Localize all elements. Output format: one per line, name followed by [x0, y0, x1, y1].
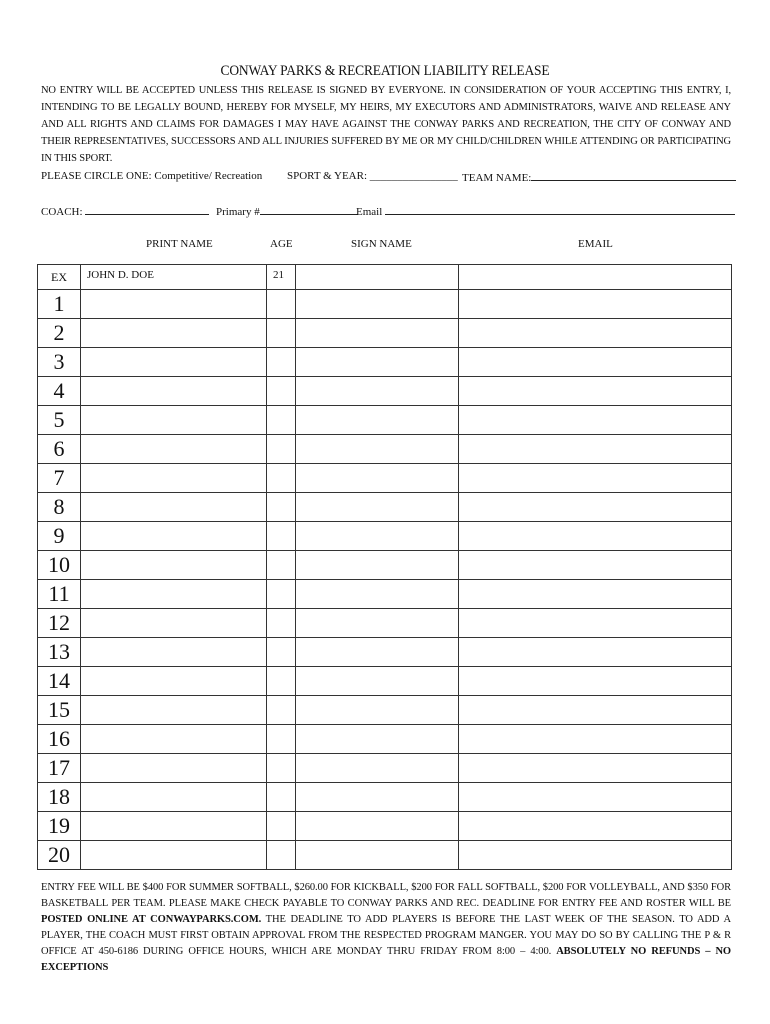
- email-cell[interactable]: [459, 609, 732, 638]
- example-sign: [296, 265, 459, 290]
- age-cell[interactable]: [267, 290, 296, 319]
- age-cell[interactable]: [267, 609, 296, 638]
- print-name-cell[interactable]: [81, 522, 267, 551]
- age-cell[interactable]: [267, 638, 296, 667]
- age-cell[interactable]: [267, 319, 296, 348]
- competition-type-field[interactable]: PLEASE CIRCLE ONE: Competitive/ Recreation: [41, 170, 263, 182]
- deadline-text: THE DEADLINE TO ADD PLAYERS IS BEFORE THE LAST WEEK OF THE SEASON. TO ADD A PLAYER, THE COACH MUST FIRST OBTAIN APPROVAL FROM THE RESPECTED PROGRAM MANGER. YOU MAY DO SO BY CALLING THE P & R OFFICE AT 450-6186 DURING OFFICE HOURS, WHICH ARE MONDAY THRU FRIDAY FROM 8:00 – 4:00.: [41, 914, 731, 957]
- print-name-cell[interactable]: [81, 551, 267, 580]
- no-refunds-text: ABSOLUTELY NO REFUNDS – NO EXCEPTIONS: [41, 946, 731, 973]
- posted-online-text: POSTED ONLINE AT CONWAYPARKS.COM.: [41, 914, 262, 925]
- roster-table: [37, 264, 732, 870]
- age-cell[interactable]: [267, 522, 296, 551]
- team-name-input[interactable]: [531, 170, 736, 181]
- age-cell[interactable]: [267, 580, 296, 609]
- email-cell[interactable]: [459, 841, 732, 870]
- print-name-cell[interactable]: [81, 696, 267, 725]
- print-name-cell[interactable]: [81, 841, 267, 870]
- row-number: 14: [38, 667, 81, 696]
- table-row: [38, 725, 732, 754]
- row-number: 8: [38, 493, 81, 522]
- email-cell[interactable]: [459, 638, 732, 667]
- print-name-header: PRINT NAME: [146, 238, 213, 250]
- email-cell[interactable]: [459, 580, 732, 609]
- example-name: JOHN D. DOE: [81, 265, 267, 290]
- email-cell[interactable]: [459, 464, 732, 493]
- row-number: 4: [38, 377, 81, 406]
- table-row: [38, 696, 732, 725]
- print-name-cell[interactable]: [81, 493, 267, 522]
- example-age: 21: [267, 265, 296, 290]
- sport-year-label: SPORT & YEAR:: [287, 170, 370, 182]
- table-row: [38, 435, 732, 464]
- sign-name-cell[interactable]: [296, 348, 459, 377]
- row-number: 12: [38, 609, 81, 638]
- table-row: [38, 551, 732, 580]
- row-number: 20: [38, 841, 81, 870]
- table-row: [38, 406, 732, 435]
- row-number: 9: [38, 522, 81, 551]
- age-cell[interactable]: [267, 783, 296, 812]
- email-cell[interactable]: [459, 812, 732, 841]
- sign-name-cell[interactable]: [296, 725, 459, 754]
- age-cell[interactable]: [267, 406, 296, 435]
- row-number: 19: [38, 812, 81, 841]
- primary-phone-label: Primary #: [216, 206, 260, 218]
- table-row: [38, 754, 732, 783]
- email-cell[interactable]: [459, 522, 732, 551]
- print-name-cell[interactable]: [81, 638, 267, 667]
- sign-name-cell[interactable]: [296, 406, 459, 435]
- row-number: 10: [38, 551, 81, 580]
- sign-name-cell[interactable]: [296, 783, 459, 812]
- sign-name-cell[interactable]: [296, 638, 459, 667]
- age-cell[interactable]: [267, 841, 296, 870]
- email-cell[interactable]: [459, 551, 732, 580]
- primary-phone-field[interactable]: [216, 204, 358, 218]
- table-row: [38, 290, 732, 319]
- age-cell[interactable]: [267, 377, 296, 406]
- sign-name-cell[interactable]: [296, 493, 459, 522]
- sign-name-header: SIGN NAME: [351, 238, 412, 250]
- sign-name-cell[interactable]: [296, 667, 459, 696]
- coach-input[interactable]: [85, 204, 209, 215]
- table-row: [38, 464, 732, 493]
- age-cell[interactable]: [267, 493, 296, 522]
- table-row: [38, 377, 732, 406]
- table-row: [38, 319, 732, 348]
- primary-phone-input[interactable]: [260, 204, 358, 215]
- email-cell[interactable]: [459, 319, 732, 348]
- email-cell[interactable]: [459, 725, 732, 754]
- sign-name-cell[interactable]: [296, 812, 459, 841]
- email-cell[interactable]: [459, 348, 732, 377]
- sign-name-cell[interactable]: [296, 290, 459, 319]
- team-name-field[interactable]: [462, 170, 736, 184]
- sport-year-field[interactable]: [287, 170, 458, 182]
- age-cell[interactable]: [267, 348, 296, 377]
- email-cell[interactable]: [459, 754, 732, 783]
- print-name-cell[interactable]: [81, 783, 267, 812]
- row-number: 1: [38, 290, 81, 319]
- fee-instructions: [41, 880, 731, 976]
- email-cell[interactable]: [459, 493, 732, 522]
- sport-year-value: ________________: [369, 170, 458, 182]
- email-cell[interactable]: [459, 696, 732, 725]
- table-row: [38, 783, 732, 812]
- table-row: [38, 348, 732, 377]
- table-row: [38, 841, 732, 870]
- email-input[interactable]: [385, 204, 735, 215]
- sign-name-cell[interactable]: [296, 841, 459, 870]
- row-number: 7: [38, 464, 81, 493]
- row-number: 18: [38, 783, 81, 812]
- print-name-cell[interactable]: [81, 348, 267, 377]
- age-cell[interactable]: [267, 464, 296, 493]
- row-number: 2: [38, 319, 81, 348]
- print-name-cell[interactable]: [81, 812, 267, 841]
- email-label: Email: [356, 206, 386, 218]
- sign-name-cell[interactable]: [296, 754, 459, 783]
- print-name-cell[interactable]: [81, 464, 267, 493]
- coach-label: COACH:: [41, 206, 86, 218]
- email-header: EMAIL: [578, 238, 613, 250]
- table-row: [38, 609, 732, 638]
- age-cell[interactable]: [267, 812, 296, 841]
- age-cell[interactable]: [267, 696, 296, 725]
- table-row: [38, 493, 732, 522]
- sign-name-cell[interactable]: [296, 377, 459, 406]
- table-row: [38, 812, 732, 841]
- row-number: 5: [38, 406, 81, 435]
- coach-field[interactable]: [41, 204, 209, 218]
- release-statement: NO ENTRY WILL BE ACCEPTED UNLESS THIS RELEASE IS SIGNED BY EVERYONE. IN CONSIDERATION OF YOUR ACCEPTING THIS ENTRY, I, INTENDING TO BE LEGALLY BOUND, HEREBY FOR MYSELF, MY HEIRS, MY EXECUTORS AND ADMINISTRATORS, WAIVE AND RELEASE ANY AND ALL RIGHTS AND CLAIMS FOR DAMAGES I MAY HAVE AGAINST THE CONWAY PARKS AND RECREATION, THE CITY OF CONWAY AND THEIR REPRESENTATIVES, SUCCESSORS AND ALL INJURIES SUFFERED BY ME OR MY CHILD/CHILDREN WHILE ATTENDING OR PARTICIPATING IN THIS SPORT.: [41, 85, 731, 164]
- age-cell[interactable]: [267, 435, 296, 464]
- table-row: [38, 522, 732, 551]
- table-row: [38, 580, 732, 609]
- email-cell[interactable]: [459, 435, 732, 464]
- row-number: 6: [38, 435, 81, 464]
- row-number: 3: [38, 348, 81, 377]
- table-row: [38, 638, 732, 667]
- email-cell[interactable]: [459, 667, 732, 696]
- sign-name-cell[interactable]: [296, 609, 459, 638]
- print-name-cell[interactable]: [81, 667, 267, 696]
- form-title: CONWAY PARKS & RECREATION LIABILITY RELEASE: [220, 63, 550, 79]
- row-number: 17: [38, 754, 81, 783]
- print-name-cell[interactable]: [81, 290, 267, 319]
- print-name-cell[interactable]: [81, 754, 267, 783]
- age-cell[interactable]: [267, 754, 296, 783]
- print-name-cell[interactable]: [81, 319, 267, 348]
- team-name-label: TEAM NAME:: [462, 172, 532, 184]
- fee-text: ENTRY FEE WILL BE $400 FOR SUMMER SOFTBALL, $260.00 FOR KICKBALL, $200 FOR FALL SOFTBALL, $200 FOR VOLLEYBALL, AND $350 FOR BASKETBALL PER TEAM. PLEASE MAKE CHECK PAYABLE TO CONWAY PARKS AND REC. DEADLINE FOR ENTRY FEE AND ROSTER WILL BE: [41, 882, 731, 909]
- sign-name-cell[interactable]: [296, 319, 459, 348]
- email-field[interactable]: [356, 204, 735, 218]
- sign-name-cell[interactable]: [296, 464, 459, 493]
- row-number: 15: [38, 696, 81, 725]
- email-cell[interactable]: [459, 290, 732, 319]
- age-cell[interactable]: [267, 667, 296, 696]
- age-cell[interactable]: [267, 551, 296, 580]
- email-cell[interactable]: [459, 783, 732, 812]
- example-label: EX: [38, 265, 81, 290]
- example-row: [38, 265, 732, 290]
- sign-name-cell[interactable]: [296, 551, 459, 580]
- print-name-cell[interactable]: [81, 725, 267, 754]
- age-cell[interactable]: [267, 725, 296, 754]
- sign-name-cell[interactable]: [296, 696, 459, 725]
- row-number: 11: [38, 580, 81, 609]
- row-number: 16: [38, 725, 81, 754]
- print-name-cell[interactable]: [81, 406, 267, 435]
- sign-name-cell[interactable]: [296, 522, 459, 551]
- email-cell[interactable]: [459, 377, 732, 406]
- example-email: [459, 265, 732, 290]
- age-header: AGE: [270, 238, 293, 250]
- sign-name-cell[interactable]: [296, 580, 459, 609]
- row-number: 13: [38, 638, 81, 667]
- print-name-cell[interactable]: [81, 580, 267, 609]
- print-name-cell[interactable]: [81, 435, 267, 464]
- table-row: [38, 667, 732, 696]
- sign-name-cell[interactable]: [296, 435, 459, 464]
- print-name-cell[interactable]: [81, 609, 267, 638]
- email-cell[interactable]: [459, 406, 732, 435]
- print-name-cell[interactable]: [81, 377, 267, 406]
